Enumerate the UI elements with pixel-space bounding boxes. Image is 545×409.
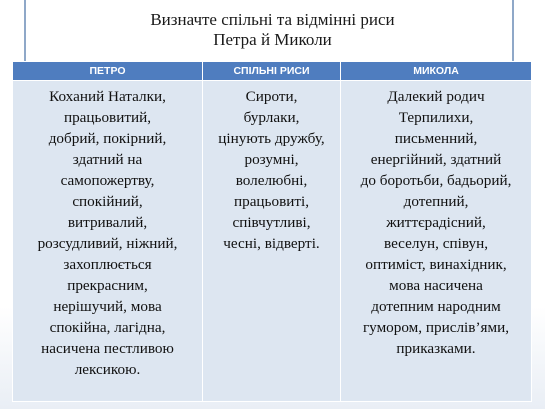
common-line: бурлаки, [243,109,300,126]
title-line-2: Петра й Миколи [213,30,332,49]
mykola-line: приказками. [396,340,476,357]
comparison-table [12,61,532,402]
cell-mykola-traits [341,81,532,402]
common-line: розумні, [244,151,299,168]
petro-line: спокійний, [72,193,143,210]
petro-line: захоплюється [63,256,152,273]
slide-title [0,10,545,50]
common-line: цінують дружбу, [218,130,325,147]
mykola-line: до боротьби, бадьорий, [360,172,512,189]
petro-line: працьовитий, [63,109,152,126]
petro-line: витривалий, [67,214,148,231]
mykola-line: дотепним народним [371,298,501,315]
petro-line: насичена пестливою [41,340,174,357]
common-line: співчутливі, [232,214,311,231]
petro-line: нерішучий, мова [53,298,162,315]
petro-line: прекрасним, [67,277,148,294]
common-line: працьовиті, [233,193,310,210]
header-mykola: МИКОЛА [341,62,532,81]
mykola-line: оптиміст, винахідник, [365,256,507,273]
header-common-traits: СПІЛЬНІ РИСИ [203,62,341,81]
mykola-line: мова насичена [389,277,483,294]
cell-petro-traits [13,81,203,402]
mykola-line: дотепний, [403,193,469,210]
petro-line: самопожертву, [60,172,155,189]
petro-line: Коханий Наталки, [49,88,166,105]
mykola-line: веселун, співун, [383,235,489,252]
petro-line: розсудливий, ніжний, [37,235,178,252]
mykola-line: Далекий родич [387,88,485,105]
header-petro: ПЕТРО [13,62,203,81]
petro-line: добрий, покірний, [48,130,167,147]
common-line: Сироти, [245,88,298,105]
mykola-line: життєрадісний, [386,214,486,231]
table-row [13,81,532,402]
mykola-line: письменний, [394,130,478,147]
mykola-line: гумором, прислів’ями, [362,319,510,336]
petro-line: лексикою. [74,361,141,378]
cell-common-traits [203,81,341,402]
petro-line: здатний на [72,151,143,168]
mykola-line: енергійний, здатний [370,151,502,168]
common-line: волелюбні, [235,172,308,189]
title-line-1: Визначте спільні та відмінні риси [150,10,395,29]
common-line: чесні, відверті. [223,235,320,252]
table-header-row [13,62,532,81]
mykola-line: Терпилихи, [398,109,474,126]
petro-line: спокійна, лагідна, [49,319,166,336]
